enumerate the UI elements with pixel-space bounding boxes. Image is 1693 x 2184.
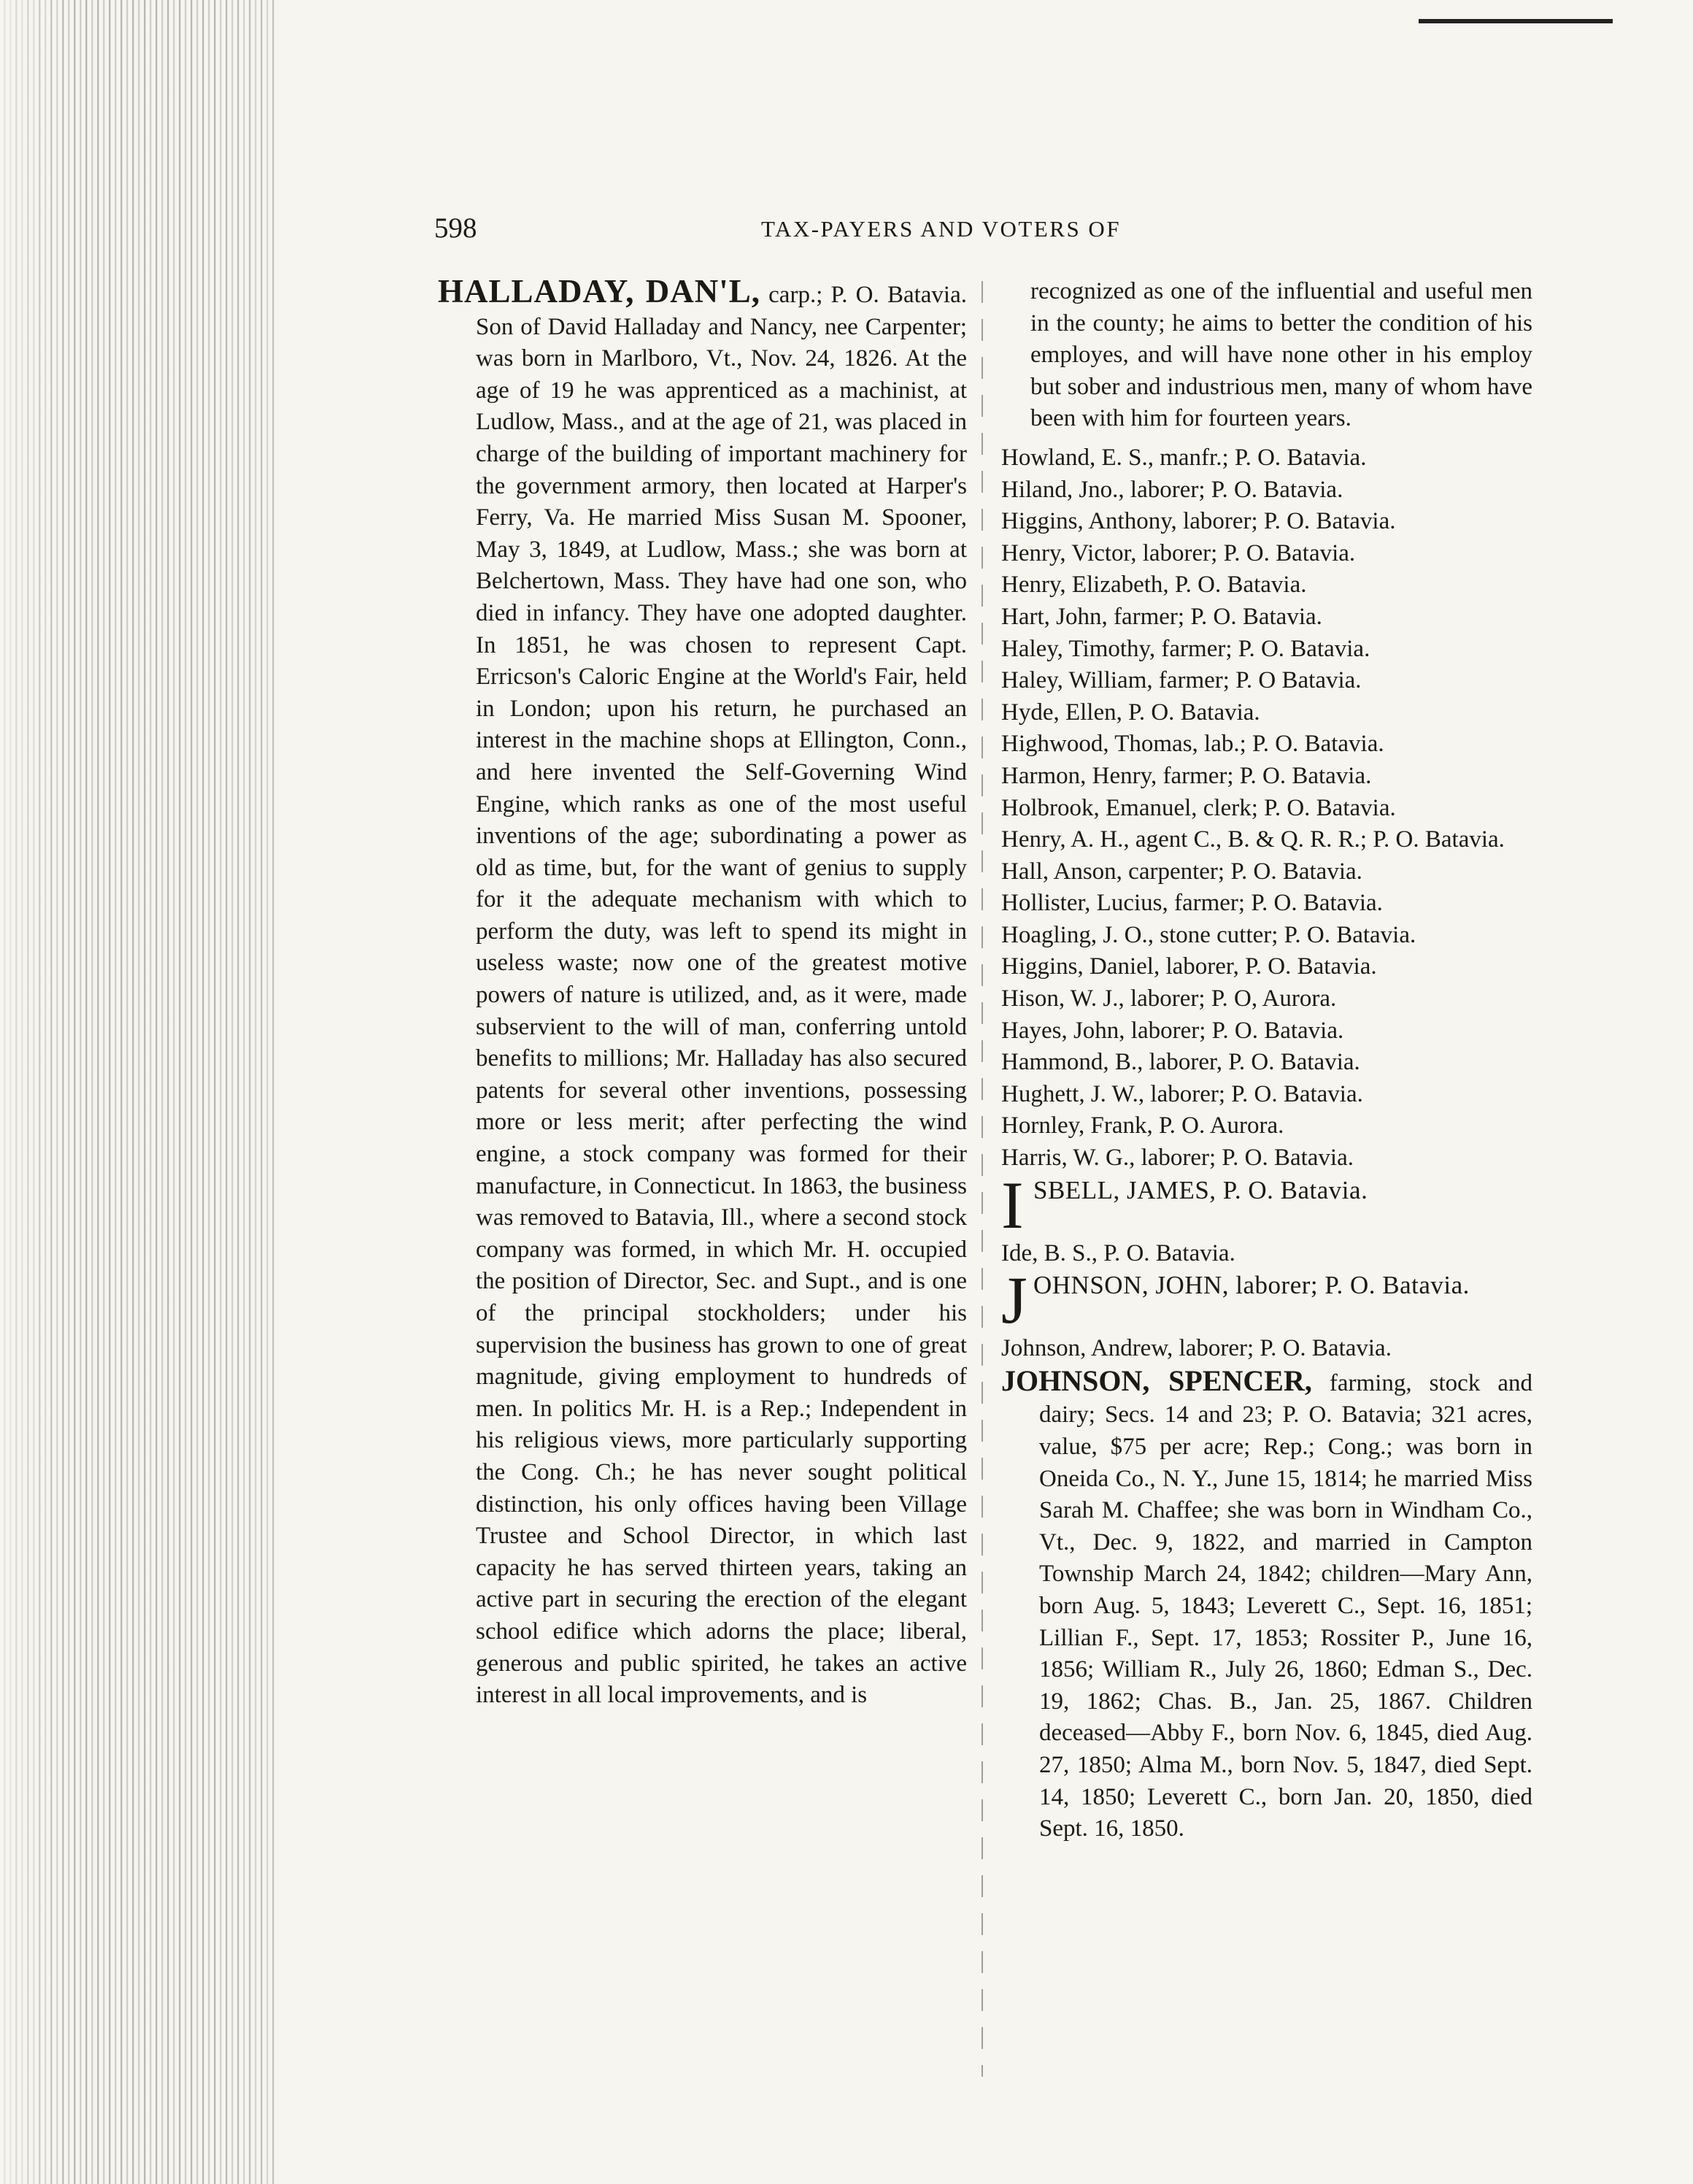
list-item: Johnson, Andrew, laborer; P. O. Batavia. (1001, 1335, 1392, 1362)
entry-text: OHNSON, JOHN, laborer; P. O. Batavia. (1033, 1271, 1470, 1300)
list-item: Higgins, Daniel, laborer, P. O. Batavia. (1001, 953, 1377, 980)
entry-text: carp.; P. O. Batavia. Son of David Halladay and Nancy, nee Carpenter; was born in Marlboro, Vt., Nov. 24, 1826. At the age of 19 he was apprenticed as a machinist, at Ludlow, Mass., and at the age of 21, was placed in charge of the building of important machinery for the government armory, then located at Harper's Ferry, Va. He married Miss Susan M. Spooner, May 3, 1849, at Ludlow, Mass.; she was born at Belchertown, Mass. They have had one son, who died in infancy. They have one adopted daughter. In 1851, he was chosen to represent Capt. Erricson's Caloric Engine at the World's Fair, held in London; upon his return, he purchased an interest in the machine shops at Ellington, Conn., and here invented the Self-Governing Wind Engine, which ranks as one of the most useful inventions of the age; subordinating a power as old as time, but, for the want of genius to supply for it the adequate mechanism with which to perform the duty, was left to spend its might in useless waste; now one of the greatest motive powers of nature is utilized, and, as it were, made subservient to the will of man, conferring untold benefits to millions; Mr. Halladay has also secured patents for several other inventions, possessing more or less merit; after perfecting the wind engine, a stock company was formed for their manufacture, in Connecticut. In 1863, the business was removed to Batavia, Ill., where a second stock company was formed, in which Mr. H. occupied the position of Director, Sec. and Supt., and is one of the principal stockholders; under his supervision the business has grown to one of great magnitude, giving employment to hundreds of men. In politics Mr. H. is a Rep.; Independent in his religious views, more particularly supporting the Cong. Ch.; he has never sought political distinction, his only offices having been Village Trustee and School Director, in which last capacity he has served thirteen years, taking an active part in securing the erection of the elegant school edifice which adorns the place; liberal, generous and public spirited, he takes an active interest in all local improvements, and is (476, 282, 967, 1709)
list-item: Hart, John, farmer; P. O. Batavia. (1001, 603, 1322, 630)
list-item: Haley, Timothy, farmer; P. O. Batavia. (1001, 635, 1370, 662)
entry-johnson-spencer (1001, 1365, 1532, 1845)
running-head: TAX-PAYERS AND VOTERS OF (761, 216, 1122, 242)
list-item: Hornley, Frank, P. O. Aurora. (1001, 1112, 1284, 1139)
entry-halladay (438, 273, 967, 1712)
list-item: Hughett, J. W., laborer; P. O. Batavia. (1001, 1080, 1363, 1107)
page-header (434, 212, 1646, 250)
list-item: Howland, E. S., manfr.; P. O. Batavia. (1001, 444, 1367, 471)
list-item: Hayes, John, laborer; P. O. Batavia. (1001, 1017, 1344, 1044)
entry-continuation: recognized as one of the influential and useful men in the county; he aims to better the condition of his employes, and will have none other in his employ but sober and industrious men, many of whom have been with him for fourteen years. (1030, 278, 1532, 432)
entry-johnson-john (1001, 1263, 1532, 1338)
list-item: Harris, W. G., laborer; P. O. Batavia. (1001, 1145, 1354, 1172)
list-item: Hyde, Ellen, P. O. Batavia. (1001, 699, 1260, 726)
dropcap-letter: I (1001, 1167, 1024, 1242)
list-item: Henry, Victor, laborer; P. O. Batavia. (1001, 539, 1356, 566)
list-item: Holbrook, Emanuel, clerk; P. O. Batavia. (1001, 794, 1396, 821)
list-item: Hoagling, J. O., stone cutter; P. O. Batavia. (1001, 921, 1416, 948)
list-item: Henry, A. H., agent C., B. & Q. R. R.; P. O. Batavia. (1001, 826, 1505, 853)
list-item: Henry, Elizabeth, P. O. Batavia. (1001, 572, 1307, 599)
left-column (438, 273, 967, 1712)
list-item: Haley, William, farmer; P. O Batavia. (1001, 667, 1362, 694)
list-item: Hiland, Jno., laborer; P. O. Batavia. (1001, 476, 1343, 503)
list-item: Hammond, B., laborer, P. O. Batavia. (1001, 1049, 1360, 1076)
list-item: Highwood, Thomas, lab.; P. O. Batavia. (1001, 731, 1384, 758)
top-rule (1419, 19, 1613, 23)
list-item: Higgins, Anthony, laborer; P. O. Batavia. (1001, 508, 1396, 535)
list-item: Ide, B. S., P. O. Batavia. (1001, 1239, 1235, 1266)
entry-isbell (1001, 1167, 1532, 1242)
list-item: Hollister, Lucius, farmer; P. O. Batavia. (1001, 890, 1383, 917)
list-item: Harmon, Henry, farmer; P. O. Batavia. (1001, 762, 1372, 789)
page-number: 598 (434, 212, 477, 244)
column-divider (982, 281, 983, 2077)
right-column (1001, 276, 1532, 1845)
entry-name: HALLADAY, DAN'L, (438, 273, 760, 309)
entry-text: farming, stock and dairy; Secs. 14 and 23; P. O. Batavia; 321 acres, value, $75 per acre; Rep.; Cong.; was born in Oneida Co., N. Y., June 15, 1814; he married Miss Sarah M. Chaffee; she was born in Windham Co., Vt., Dec. 9, 1822, and married in Campton Township March 24, 1842; children—Mary Ann, born Aug. 5, 1843; Leverett C., Sept. 16, 1851; Lillian F., Sept. 17, 1853; Rossiter P., June 16, 1856; William R., July 26, 1860; Edman S., Dec. 19, 1862; Chas. B., Jan. 25, 1867. Children deceased—Abby F., born Nov. 6, 1845, died Aug. 27, 1850; Alma M., born Nov. 5, 1847, died Sept. 14, 1850; Leverett C., born Jan. 20, 1850, died Sept. 16, 1850. (1039, 1369, 1533, 1842)
entry-text: SBELL, JAMES, P. O. Batavia. (1033, 1175, 1368, 1204)
list-item: Hall, Anson, carpenter; P. O. Batavia. (1001, 858, 1362, 885)
dropcap-letter: J (1001, 1263, 1027, 1338)
binding-gutter-fade (0, 0, 277, 2184)
entry-name: JOHNSON, SPENCER, (1001, 1364, 1312, 1397)
list-item: Hison, W. J., laborer; P. O, Aurora. (1001, 985, 1337, 1012)
